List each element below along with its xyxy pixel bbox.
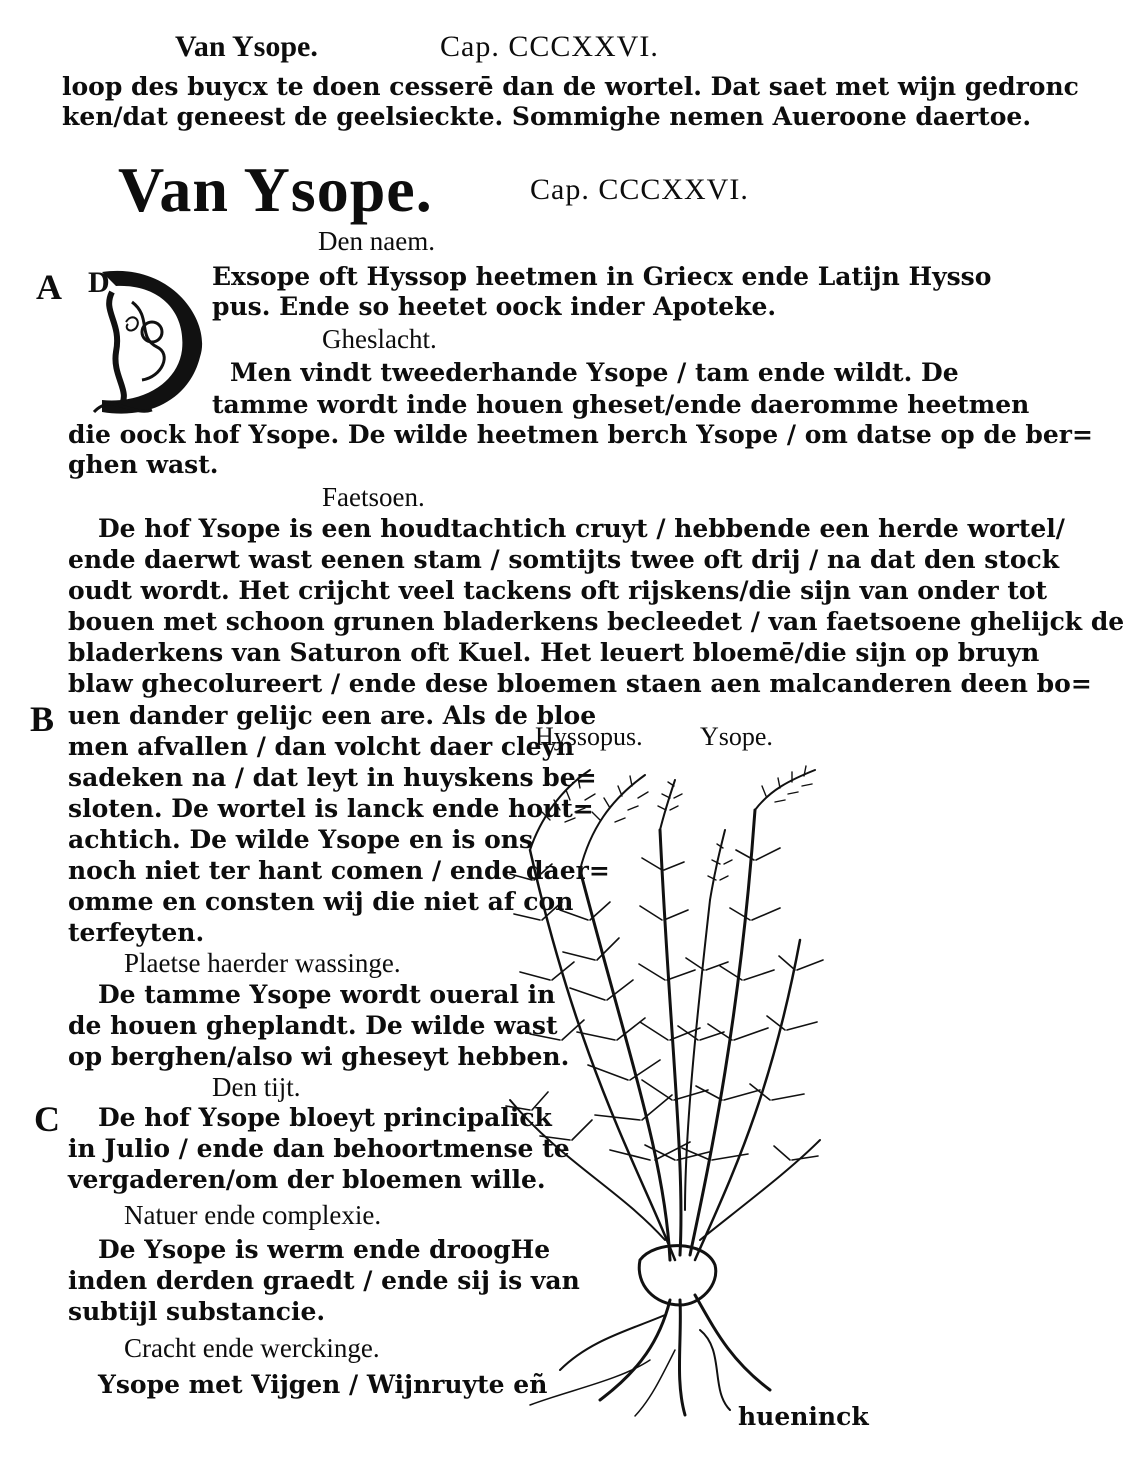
chapter-number: Cap. CCCXXVI. [530,173,749,206]
body-line: Men vindt tweederhande Ysope / tam ende wildt. De [230,358,959,387]
body-line: inden derden graedt / ende sij is van [68,1266,580,1295]
body-line: sadeken na / dat leyt in huyskens be= [68,763,597,792]
body-line: achtich. De wilde Ysope en is ons [68,825,534,854]
body-line: die oock hof Ysope. De wilde heetmen berch Ysope / om datse op de ber= [68,420,1093,449]
running-head-chapter: Cap. CCCXXVI. [440,30,659,63]
body-line: De hof Ysope is een houdtachtich cruyt / hebbende een herde wortel/ [98,514,1065,543]
body-line: omme en consten wij die niet af con [68,887,574,916]
body-line: vergaderen/om der bloemen wille. [68,1165,546,1194]
section-heading-faetsoen: Faetsoen. [322,482,425,512]
body-line: ghen wast. [68,450,219,479]
margin-letter-c: C [34,1099,60,1139]
preceding-text-line: loop des buycx te doen cesserē dan de wortel. Dat saet met wijn gedronc [62,72,1079,101]
section-heading-gheslacht: Gheslacht. [322,324,437,354]
illustration-caption-dutch: Ysope. [700,722,773,751]
chapter-title: Van Ysope. [118,154,433,225]
body-line: terfeyten. [68,918,205,947]
body-line: bouen met schoon grunen bladerkens becleedet / van faetsoene ghelijck de [68,607,1124,636]
body-line: men afvallen / dan volcht daer cleyn [68,732,575,761]
body-line: tamme wordt inde houen gheset/ende daeromme heetmen [212,390,1030,419]
body-line: op berghen/also wi gheseyt hebben. [68,1042,570,1071]
section-heading-cracht: Cracht ende werckinge. [124,1333,380,1363]
body-line: De Ysope is werm ende droogHe [98,1235,551,1264]
body-line: in Julio / ende dan behoortmense te [68,1134,570,1163]
hyssop-plant-illustration [470,740,850,1420]
body-line: uen dander gelijc een are. Als de bloe [68,701,597,730]
illustration-caption-latin: Hyssopus. [535,722,643,751]
margin-letter-a: A [36,267,62,307]
running-head-title: Van Ysope. [175,30,318,63]
preceding-text-line: ken/dat geneest de geelsieckte. Sommighe nemen Aueroone daertoe. [62,102,1032,131]
body-line: ende daerwt wast eenen stam / somtijts twee oft drij / na dat den stock [68,545,1060,574]
body-line: noch niet ter hant comen / ende daer= [68,856,610,885]
catchword: hueninck [738,1402,869,1431]
section-heading-plaetse: Plaetse haerder wassinge. [124,948,401,978]
section-heading-den-tijt: Den tijt. [212,1072,301,1102]
section-heading-den-naem: Den naem. [318,226,435,256]
body-line: De tamme Ysope wordt oueral in [98,980,556,1009]
initial-letter: D [88,266,110,299]
body-line: bladerkens van Saturon oft Kuel. Het leuert bloemē/die sijn op bruyn [68,638,1040,667]
decorated-initial-d-icon [82,262,212,422]
body-line: Ysope met Vijgen / Wijnruyte eñ [98,1370,548,1399]
body-line: sloten. De wortel is lanck ende hout= [68,794,594,823]
body-line: De hof Ysope bloeyt principalick [98,1103,552,1132]
body-line: blaw ghecolureert / ende dese bloemen staen aen malcanderen deen bo= [68,669,1092,698]
body-line: de houen gheplandt. De wilde wast [68,1011,558,1040]
body-line: Exsope oft Hyssop heetmen in Griecx ende Latijn Hysso [212,262,992,291]
margin-letter-b: B [30,699,55,739]
body-line: oudt wordt. Het crijcht veel tackens oft rijskens/die sijn van onder tot [68,576,1048,605]
body-line: subtijl substancie. [68,1297,326,1326]
body-line: pus. Ende so heetet oock inder Apoteke. [212,292,777,321]
section-heading-natuer: Natuer ende complexie. [124,1200,382,1230]
